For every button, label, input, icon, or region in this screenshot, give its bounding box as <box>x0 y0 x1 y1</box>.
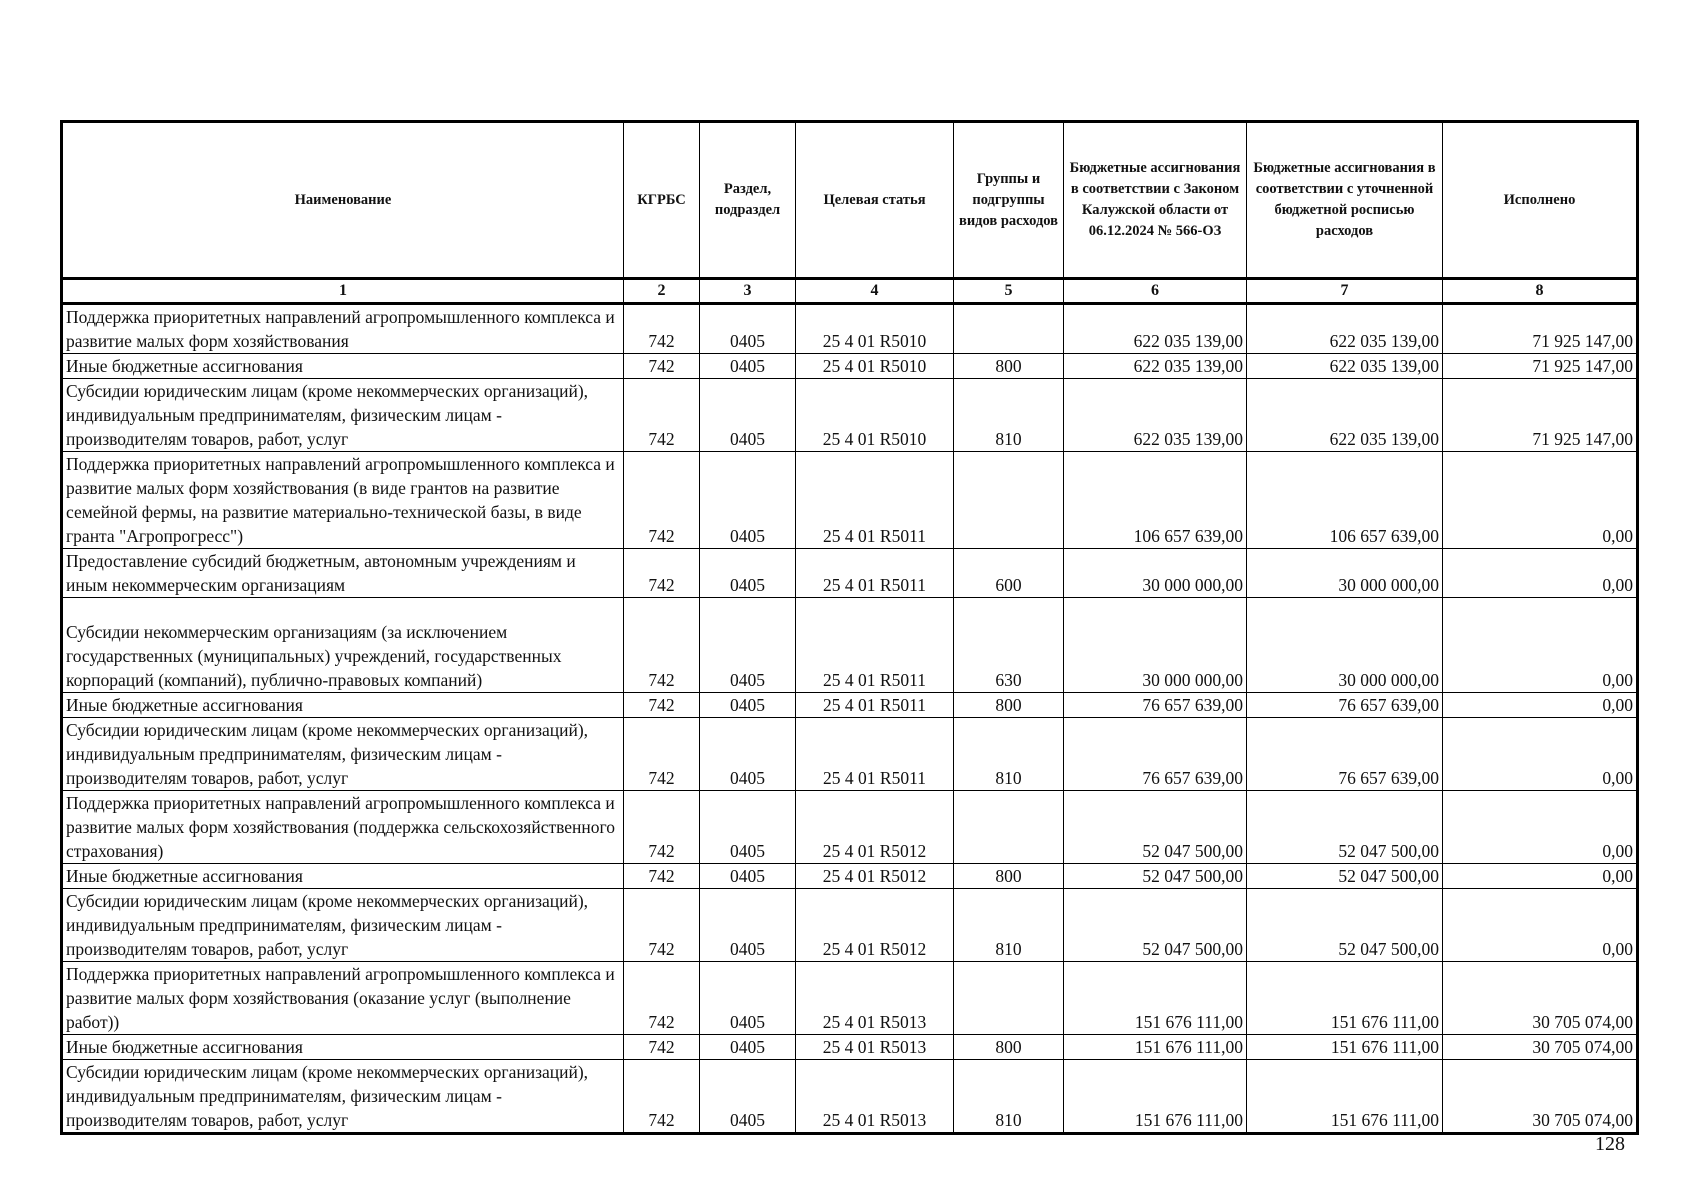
table-row <box>62 598 1638 693</box>
cell-kgrbs: 742 <box>624 889 700 962</box>
cell-razdel: 0405 <box>700 354 796 379</box>
column-number: 8 <box>1443 279 1638 304</box>
cell-name: Субсидии юридическим лицам (кроме некоммерческих организаций), индивидуальным предпринимателям, физическим лицам - производителям товаров, работ, услуг <box>62 889 624 962</box>
column-number: 5 <box>954 279 1064 304</box>
cell-done: 0,00 <box>1443 889 1638 962</box>
header-kgrbs: КГРБС <box>624 122 700 279</box>
cell-law: 622 035 139,00 <box>1064 304 1247 354</box>
cell-kgrbs: 742 <box>624 1035 700 1060</box>
cell-vid: 810 <box>954 379 1064 452</box>
cell-done: 30 705 074,00 <box>1443 962 1638 1035</box>
table-row <box>62 304 1638 354</box>
cell-vid: 800 <box>954 693 1064 718</box>
column-number: 6 <box>1064 279 1247 304</box>
cell-vid: 810 <box>954 718 1064 791</box>
cell-vid: 810 <box>954 1060 1064 1134</box>
cell-name: Субсидии юридическим лицам (кроме некоммерческих организаций), индивидуальным предпринимателям, физическим лицам - производителям товаров, работ, услуг <box>62 1060 624 1134</box>
cell-razdel: 0405 <box>700 1060 796 1134</box>
table-row <box>62 452 1638 549</box>
cell-kgrbs: 742 <box>624 354 700 379</box>
cell-vid <box>954 962 1064 1035</box>
table-row <box>62 889 1638 962</box>
cell-done: 71 925 147,00 <box>1443 379 1638 452</box>
cell-vid: 600 <box>954 549 1064 598</box>
cell-name: Поддержка приоритетных направлений агропромышленного комплекса и развитие малых форм хозяйствования <box>62 304 624 354</box>
cell-rospis: 151 676 111,00 <box>1247 1035 1443 1060</box>
cell-razdel: 0405 <box>700 598 796 693</box>
table-row <box>62 1060 1638 1134</box>
table-row <box>62 549 1638 598</box>
cell-celevaya: 25 4 01 R5011 <box>796 452 954 549</box>
cell-name: Иные бюджетные ассигнования <box>62 693 624 718</box>
cell-done: 0,00 <box>1443 693 1638 718</box>
table-row <box>62 379 1638 452</box>
cell-razdel: 0405 <box>700 962 796 1035</box>
cell-law: 151 676 111,00 <box>1064 962 1247 1035</box>
cell-kgrbs: 742 <box>624 791 700 864</box>
cell-kgrbs: 742 <box>624 718 700 791</box>
cell-law: 622 035 139,00 <box>1064 354 1247 379</box>
cell-done: 0,00 <box>1443 452 1638 549</box>
table-row <box>62 693 1638 718</box>
cell-name: Субсидии юридическим лицам (кроме некоммерческих организаций), индивидуальным предпринимателям, физическим лицам - производителям товаров, работ, услуг <box>62 718 624 791</box>
table-row <box>62 962 1638 1035</box>
cell-law: 52 047 500,00 <box>1064 864 1247 889</box>
cell-kgrbs: 742 <box>624 962 700 1035</box>
cell-razdel: 0405 <box>700 791 796 864</box>
column-number: 1 <box>62 279 624 304</box>
table-row <box>62 791 1638 864</box>
cell-razdel: 0405 <box>700 452 796 549</box>
cell-celevaya: 25 4 01 R5012 <box>796 791 954 864</box>
header-name: Наименование <box>62 122 624 279</box>
table-row <box>62 1035 1638 1060</box>
cell-done: 71 925 147,00 <box>1443 304 1638 354</box>
cell-law: 52 047 500,00 <box>1064 791 1247 864</box>
cell-done: 0,00 <box>1443 864 1638 889</box>
cell-law: 52 047 500,00 <box>1064 889 1247 962</box>
header-rospis: Бюджетные ассигнования в соответствии с уточненной бюджетной росписью расходов <box>1247 122 1443 279</box>
cell-vid <box>954 452 1064 549</box>
cell-name: Субсидии юридическим лицам (кроме некоммерческих организаций), индивидуальным предпринимателям, физическим лицам - производителям товаров, работ, услуг <box>62 379 624 452</box>
cell-rospis: 106 657 639,00 <box>1247 452 1443 549</box>
cell-razdel: 0405 <box>700 864 796 889</box>
cell-done: 30 705 074,00 <box>1443 1035 1638 1060</box>
cell-name: Предоставление субсидий бюджетным, автономным учреждениям и иным некоммерческим организациям <box>62 549 624 598</box>
cell-rospis: 52 047 500,00 <box>1247 889 1443 962</box>
cell-done: 0,00 <box>1443 791 1638 864</box>
cell-celevaya: 25 4 01 R5010 <box>796 304 954 354</box>
cell-celevaya: 25 4 01 R5011 <box>796 718 954 791</box>
cell-done: 71 925 147,00 <box>1443 354 1638 379</box>
cell-vid: 630 <box>954 598 1064 693</box>
header-vid: Группы и подгруппы видов расходов <box>954 122 1064 279</box>
header-row <box>62 122 1638 279</box>
cell-celevaya: 25 4 01 R5011 <box>796 549 954 598</box>
column-number-row <box>62 279 1638 304</box>
cell-celevaya: 25 4 01 R5013 <box>796 962 954 1035</box>
cell-law: 30 000 000,00 <box>1064 549 1247 598</box>
column-number: 2 <box>624 279 700 304</box>
column-number: 4 <box>796 279 954 304</box>
column-number: 3 <box>700 279 796 304</box>
table-row <box>62 718 1638 791</box>
cell-rospis: 76 657 639,00 <box>1247 718 1443 791</box>
cell-rospis: 622 035 139,00 <box>1247 304 1443 354</box>
cell-law: 76 657 639,00 <box>1064 718 1247 791</box>
cell-kgrbs: 742 <box>624 549 700 598</box>
cell-law: 622 035 139,00 <box>1064 379 1247 452</box>
cell-kgrbs: 742 <box>624 379 700 452</box>
cell-name: Поддержка приоритетных направлений агропромышленного комплекса и развитие малых форм хозяйствования (в виде грантов на развитие семейной фермы, на развитие материально-технической базы, в виде гранта "Агропрогресс") <box>62 452 624 549</box>
cell-rospis: 52 047 500,00 <box>1247 791 1443 864</box>
cell-celevaya: 25 4 01 R5011 <box>796 693 954 718</box>
cell-name: Субсидии некоммерческим организациям (за исключением государственных (муниципальных) учреждений, государственных корпораций (компаний), публично-правовых компаний) <box>62 598 624 693</box>
cell-celevaya: 25 4 01 R5013 <box>796 1035 954 1060</box>
cell-rospis: 622 035 139,00 <box>1247 379 1443 452</box>
cell-razdel: 0405 <box>700 889 796 962</box>
cell-razdel: 0405 <box>700 549 796 598</box>
cell-celevaya: 25 4 01 R5012 <box>796 864 954 889</box>
cell-law: 76 657 639,00 <box>1064 693 1247 718</box>
column-number: 7 <box>1247 279 1443 304</box>
cell-vid <box>954 791 1064 864</box>
cell-celevaya: 25 4 01 R5010 <box>796 354 954 379</box>
cell-kgrbs: 742 <box>624 693 700 718</box>
cell-rospis: 151 676 111,00 <box>1247 1060 1443 1134</box>
cell-law: 106 657 639,00 <box>1064 452 1247 549</box>
header-law: Бюджетные ассигнования в соответствии с Законом Калужской области от 06.12.2024 № 566-ОЗ <box>1064 122 1247 279</box>
cell-rospis: 622 035 139,00 <box>1247 354 1443 379</box>
table-row <box>62 354 1638 379</box>
header-celevaya: Целевая статья <box>796 122 954 279</box>
cell-vid: 800 <box>954 864 1064 889</box>
cell-kgrbs: 742 <box>624 864 700 889</box>
cell-law: 30 000 000,00 <box>1064 598 1247 693</box>
cell-kgrbs: 742 <box>624 1060 700 1134</box>
cell-rospis: 151 676 111,00 <box>1247 962 1443 1035</box>
cell-done: 0,00 <box>1443 549 1638 598</box>
cell-celevaya: 25 4 01 R5012 <box>796 889 954 962</box>
cell-razdel: 0405 <box>700 718 796 791</box>
cell-razdel: 0405 <box>700 304 796 354</box>
table-row <box>62 864 1638 889</box>
cell-vid: 800 <box>954 354 1064 379</box>
cell-rospis: 30 000 000,00 <box>1247 549 1443 598</box>
cell-razdel: 0405 <box>700 693 796 718</box>
cell-law: 151 676 111,00 <box>1064 1060 1247 1134</box>
cell-name: Иные бюджетные ассигнования <box>62 1035 624 1060</box>
cell-vid: 800 <box>954 1035 1064 1060</box>
cell-celevaya: 25 4 01 R5011 <box>796 598 954 693</box>
cell-razdel: 0405 <box>700 1035 796 1060</box>
cell-celevaya: 25 4 01 R5013 <box>796 1060 954 1134</box>
cell-done: 0,00 <box>1443 598 1638 693</box>
page-number: 128 <box>1595 1133 1625 1155</box>
cell-kgrbs: 742 <box>624 598 700 693</box>
cell-rospis: 30 000 000,00 <box>1247 598 1443 693</box>
cell-kgrbs: 742 <box>624 452 700 549</box>
header-razdel: Раздел, подраздел <box>700 122 796 279</box>
cell-name: Иные бюджетные ассигнования <box>62 354 624 379</box>
cell-kgrbs: 742 <box>624 304 700 354</box>
cell-rospis: 76 657 639,00 <box>1247 693 1443 718</box>
cell-vid: 810 <box>954 889 1064 962</box>
cell-celevaya: 25 4 01 R5010 <box>796 379 954 452</box>
header-done: Исполнено <box>1443 122 1638 279</box>
cell-done: 0,00 <box>1443 718 1638 791</box>
cell-done: 30 705 074,00 <box>1443 1060 1638 1134</box>
cell-rospis: 52 047 500,00 <box>1247 864 1443 889</box>
cell-name: Поддержка приоритетных направлений агропромышленного комплекса и развитие малых форм хозяйствования (поддержка сельскохозяйственного страхования) <box>62 791 624 864</box>
cell-law: 151 676 111,00 <box>1064 1035 1247 1060</box>
cell-vid <box>954 304 1064 354</box>
cell-name: Поддержка приоритетных направлений агропромышленного комплекса и развитие малых форм хозяйствования (оказание услуг (выполнение работ)) <box>62 962 624 1035</box>
cell-razdel: 0405 <box>700 379 796 452</box>
cell-name: Иные бюджетные ассигнования <box>62 864 624 889</box>
budget-table <box>60 120 1639 1135</box>
